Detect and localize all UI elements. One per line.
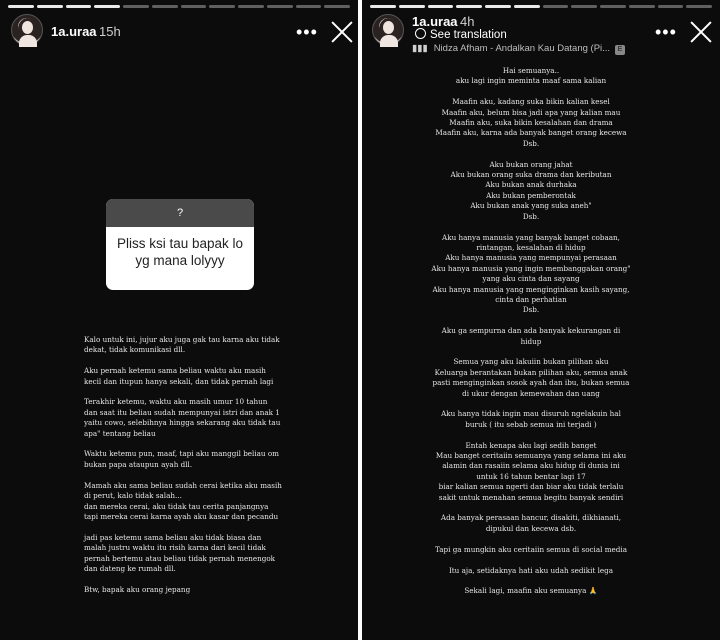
post-time: 4h [460, 14, 475, 29]
story-progress-bar [370, 5, 712, 8]
progress-segment [600, 5, 626, 8]
close-icon[interactable] [331, 21, 353, 43]
progress-segment [267, 5, 293, 8]
music-attribution[interactable] [412, 43, 625, 55]
progress-segment [543, 5, 569, 8]
progress-segment [658, 5, 684, 8]
progress-segment [629, 5, 655, 8]
progress-segment [514, 5, 540, 8]
progress-segment [8, 5, 34, 8]
progress-segment [37, 5, 63, 8]
see-translation-label: See translation [430, 29, 507, 41]
username[interactable]: 1a.uraa [51, 24, 97, 39]
progress-segment [181, 5, 207, 8]
username[interactable]: 1a.uraa [412, 14, 458, 29]
story-body-text: Hai semuanya.. aku lagi ingin meminta maaf sama kalian Maafin aku, kadang suka bikin kalian kesel Maafin aku, belum bisa jadi apa yang kalian mau Maafin aku, suka bikin kesalahan dan drama Maafin aku, karna ada banyak banget orang kecewa Dsb. Aku bukan orang jahat Aku bukan orang suka drama dan keributan Aku bukan anak durhaka Aku bukan pemberontak Aku bukan anak yang suka aneh" Dsb. Aku hanya manusia yang banyak banget cobaan, rintangan, kesalahan di hidup Aku hanya manusia yang mempunyai perasaan Aku hanya manusia yang ingin membanggakan orang" yang aku cinta dan sayang Aku hanya manusia yang menginginkan kasih sayang, cinta dan perhatian Dsb. Aku ga sempurna dan ada banyak kekurangan di hidup Semua yang aku lakuiin bukan pilihan aku Keluarga berantakan bukan pilihan aku, semua anak pasti menginginkan sosok ayah dan ibu, bukan semua di ukur dengan kemewahan dan uang Aku hanya tidak ingin mau disuruh ngelakuin hal buruk ( itu sebab semua ini terjadi ) Entah kenapa aku lagi sedih banget Mau banget ceritaiin semuanya yang selama ini aku alamin dan rasaiin selama aku hidup di dunia ini untuk 16 tahun bentar lagi 17 biar kalian semua ngerti dan biar aku tidak terlalu sakit untuk menahan semua begitu banyak sendiri Ada banyak perasaan hancur, disakiti, dikhianati, dipukul dan kecewa dsb. Tapi ga mungkin aku ceritaiin semua di social media Itu aja, setidaknya hati aku udah sedikit lega Sekali lagi, maafin aku semuanya 🙏 [431, 66, 631, 596]
progress-segment [686, 5, 712, 8]
progress-segment [324, 5, 350, 8]
progress-segment [370, 5, 396, 8]
close-icon[interactable] [690, 21, 712, 43]
progress-segment [123, 5, 149, 8]
progress-segment [456, 5, 482, 8]
question-sticker[interactable] [106, 199, 254, 290]
progress-segment [485, 5, 511, 8]
progress-segment [94, 5, 120, 8]
music-title: Nidza Afham - Andalkan Kau Datang (Pi... [433, 43, 611, 54]
story-progress-bar [8, 5, 350, 8]
post-time: 15h [99, 24, 121, 39]
story-body-text: Kalo untuk ini, jujur aku juga gak tau karna aku tidak dekat, tidak komunikasi dll. Aku pernah ketemu sama beliau waktu aku masih kecil dan itupun hanya sekali, dan tidak pernah lagi Terakhir ketemu, waktu aku masih umur 10 tahun dan saat itu beliau sudah mempunyai istri dan anak 1 yaitu cowo, selebihnya hingga sekarang aku tidak tau apa" tentang beliau Waktu ketemu pun, maaf, tapi aku manggil beliau om bukan papa ataupun ayah dll. Mamah aku sama beliau sudah cerai ketika aku masih di perut, kalo tidak salah... dan mereka cerai, aku tidak tau cerita panjangnya tapi mereka cerai karna ayah aku kasar dan pecandu jadi pas ketemu sama beliau aku tidak biasa dan malah justru waktu itu risih karna dari kecil tidak pernah bertemu atau beliau tidak pernah menengok dan dateng ke rumah dll. Btw, bapak aku orang jepang [84, 335, 282, 594]
see-translation-link[interactable] [415, 27, 507, 41]
translate-icon [415, 28, 426, 39]
progress-segment [428, 5, 454, 8]
progress-segment [152, 5, 178, 8]
explicit-badge: E [615, 45, 625, 55]
question-text: Pliss ksi tau bapak lo yg mana lolyyy [116, 236, 244, 268]
more-options-icon[interactable]: ••• [655, 22, 677, 42]
progress-segment [66, 5, 92, 8]
story-panel-left[interactable] [0, 0, 358, 640]
more-options-icon[interactable]: ••• [296, 22, 318, 42]
progress-segment [399, 5, 425, 8]
avatar[interactable] [372, 14, 404, 46]
progress-segment [296, 5, 322, 8]
question-header: ? [106, 199, 254, 227]
progress-segment [238, 5, 264, 8]
progress-segment [209, 5, 235, 8]
progress-segment [571, 5, 597, 8]
avatar[interactable] [11, 14, 43, 46]
music-bars-icon: ▮▮▮ [412, 43, 428, 54]
